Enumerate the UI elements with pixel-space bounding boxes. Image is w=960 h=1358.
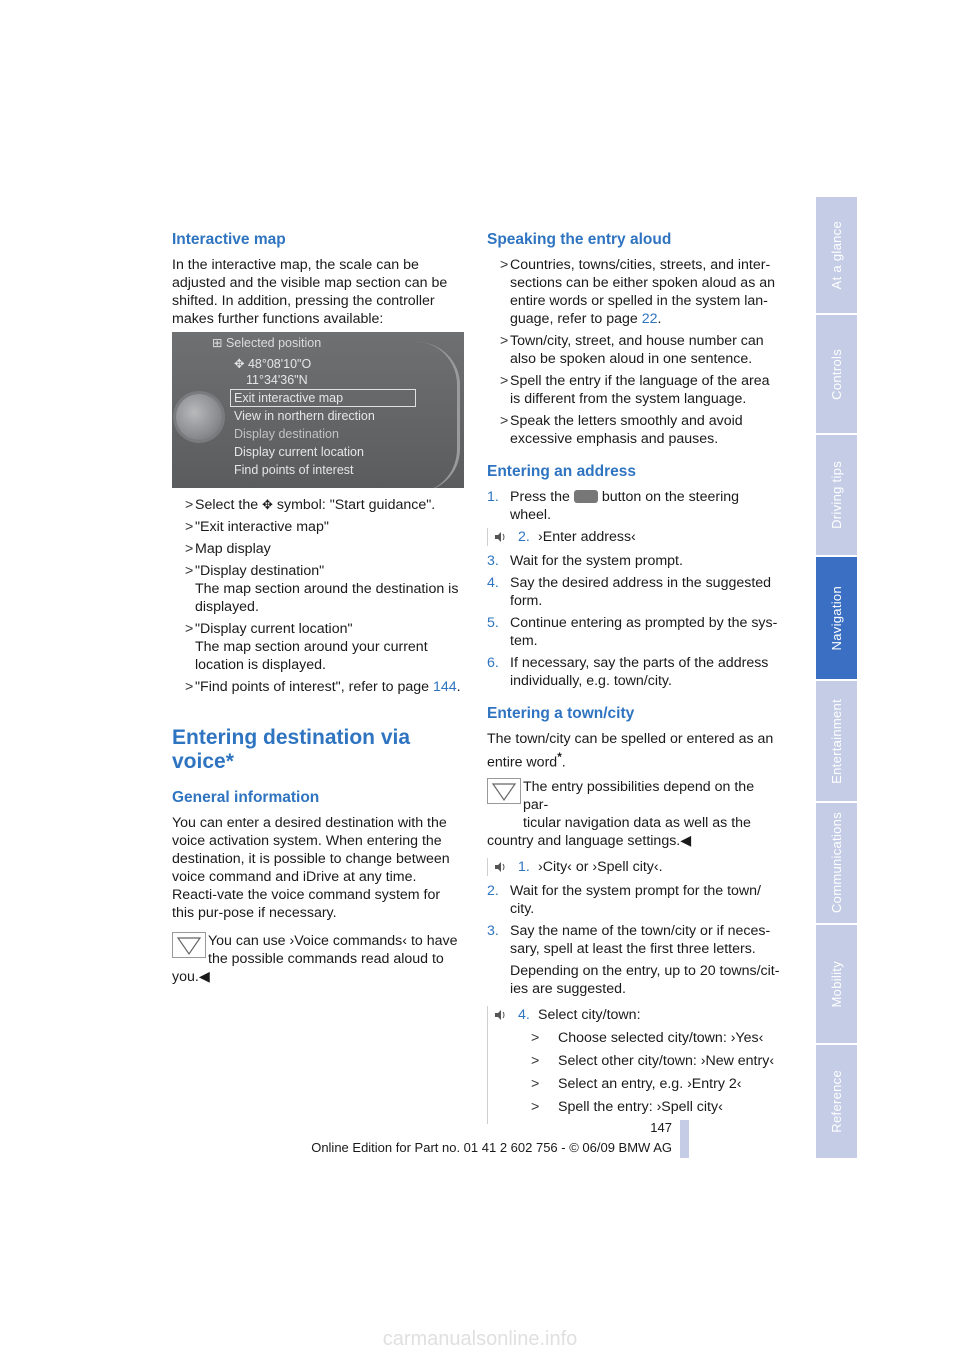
address-step-4: 4. Say the desired address in the suggested form. <box>487 575 772 609</box>
town-option-yes: > Choose selected city/town: ›Yes‹ <box>518 1029 782 1047</box>
voice-command-icon <box>493 1008 507 1027</box>
screen-header: ⊞ Selected position <box>212 336 322 350</box>
note-triangle-icon <box>487 778 521 804</box>
note-entry-possibilities: The entry possibilities depend on the par- ticular navigation data as well as the country and language settings.◀ <box>487 778 755 849</box>
idrive-screen-image <box>172 332 464 488</box>
screen-item-current: Display current location <box>234 445 364 459</box>
voice-command-icon <box>493 860 507 879</box>
page-number: 147 <box>650 1120 672 1135</box>
page-link-144[interactable]: 144 <box>433 679 457 695</box>
heading-entering-town: Entering a town/city <box>487 705 635 722</box>
bullet-speak-smoothly: > Speak the letters smoothly and avoid excessive emphasis and pauses. <box>487 412 782 448</box>
address-step-3: 3. Wait for the system prompt. <box>487 553 683 569</box>
town-step-2: 2. Wait for the system prompt for the town/ city. <box>487 882 761 917</box>
footer-text: Online Edition for Part no. 01 41 2 602 756 - © 06/09 BMW AG <box>311 1140 672 1155</box>
bullet-display-destination: > "Display destination" The map section around the destination is displayed. <box>172 562 464 616</box>
tab-communications[interactable]: Communications <box>816 803 857 923</box>
left-column <box>172 230 464 990</box>
town-step-3: 3. Say the name of the town/city or if neces-sary, spell at least the first three letters. Depending on the entry, up to 20 towns/cit-ies are suggested. <box>487 922 780 997</box>
footer-bar <box>680 1120 689 1158</box>
town-intro: The town/city can be spelled or entered as an entire word*. <box>487 731 774 771</box>
heading-entering-address: Entering an address <box>487 463 637 480</box>
tab-mobility[interactable]: Mobility <box>816 925 857 1043</box>
note-voice-commands: You can use ›Voice commands‹ to have the possible commands read aloud to you.◀ <box>172 933 458 985</box>
bullet-speak-countries: > Countries, towns/cities, streets, and inter-sections can be either spoken aloud as an entire words or spelled in the system lan-guage, refer to page 22. <box>487 256 782 328</box>
screen-coord-1: ✥ 48°08'10"O <box>234 357 312 371</box>
town-option-entry2: > Select an entry, e.g. ›Entry 2‹ <box>518 1075 782 1093</box>
tab-reference[interactable]: Reference <box>816 1045 857 1158</box>
screen-coord-2: 11°34'36"N <box>246 373 308 387</box>
end-mark-icon: ◀ <box>198 969 210 985</box>
end-mark-icon: ◀ <box>680 832 692 849</box>
bullet-start-guidance: > Select the ✥ symbol: "Start guidance". <box>172 496 464 514</box>
page-link-22[interactable]: 22 <box>641 311 658 327</box>
watermark: carmanualsonline.info <box>382 1328 578 1350</box>
bullet-display-current: > "Display current location" The map section around your current location is displayed. <box>172 620 464 674</box>
bullet-speak-sentence: > Town/city, street, and house number can also be spoken aloud in one sentence. <box>487 332 782 368</box>
heading-interactive-map: Interactive map <box>172 231 286 248</box>
address-step-1: 1. Press the button on the steering wheel. <box>487 489 740 523</box>
town-step-4-voice: 4. Select city/town: > Choose selected city/town: ›Yes‹ > Select other city/town: ›New entry‹ > Select an entry, e.g. ›Entry 2‹ > Spell the entry: ›Spell city‹ <box>487 1006 782 1124</box>
screen-item-destination: Display destination <box>234 427 339 441</box>
heading-entering-voice: Entering destination via voice* <box>172 726 411 773</box>
tab-navigation[interactable]: Navigation <box>816 557 857 679</box>
address-step-5: 5. Continue entering as prompted by the sys-tem. <box>487 615 778 649</box>
tab-driving-tips[interactable]: Driving tips <box>816 435 857 555</box>
tab-controls[interactable]: Controls <box>816 315 857 433</box>
heading-general-info: General information <box>172 789 320 806</box>
tab-at-a-glance[interactable]: At a glance <box>816 197 857 313</box>
note-triangle-icon <box>172 932 206 958</box>
bullet-exit-map: > "Exit interactive map" <box>172 518 464 536</box>
screen-item-exit: Exit interactive map <box>234 391 344 405</box>
screen-item-poi: Find points of interest <box>234 463 354 477</box>
heading-speaking-entry: Speaking the entry aloud <box>487 231 672 248</box>
town-option-spell: > Spell the entry: ›Spell city‹ <box>518 1098 782 1116</box>
bullet-map-display: > Map display <box>172 540 464 558</box>
bullet-spell-entry: > Spell the entry if the language of the area is different from the system language. <box>487 372 782 408</box>
steering-wheel-button-icon <box>574 490 598 503</box>
tab-entertainment[interactable]: Entertainment <box>816 681 857 801</box>
interactive-map-intro: In the interactive map, the scale can be adjusted and the visible map section can be shifted. In addition, pressing the controller makes further functions available: <box>172 257 448 327</box>
bullet-find-poi: > "Find points of interest", refer to page 144. <box>172 678 464 696</box>
controller-knob-icon <box>176 394 222 440</box>
right-column <box>487 230 782 1130</box>
screen-arc <box>417 342 460 488</box>
town-option-new: > Select other city/town: ›New entry‹ <box>518 1052 782 1070</box>
town-step-1-voice: 1. ›City‹ or ›Spell city‹. <box>487 858 782 876</box>
address-step-2-voice: 2. ›Enter address‹ <box>487 528 782 546</box>
guidance-symbol-icon: ✥ <box>262 497 273 512</box>
general-info-text: You can enter a desired destination with the voice activation system. When entering the destination, it is possible to change between voice command and iDrive at any time. Reacti-vate the voice command system for this pur-pose if necessary. <box>172 815 450 921</box>
chapter-tabs <box>816 197 857 1160</box>
address-step-6: 6. If necessary, say the parts of the address individually, e.g. town/city. <box>487 655 769 689</box>
voice-command-icon <box>493 530 507 549</box>
screen-item-north: View in northern direction <box>234 409 375 423</box>
